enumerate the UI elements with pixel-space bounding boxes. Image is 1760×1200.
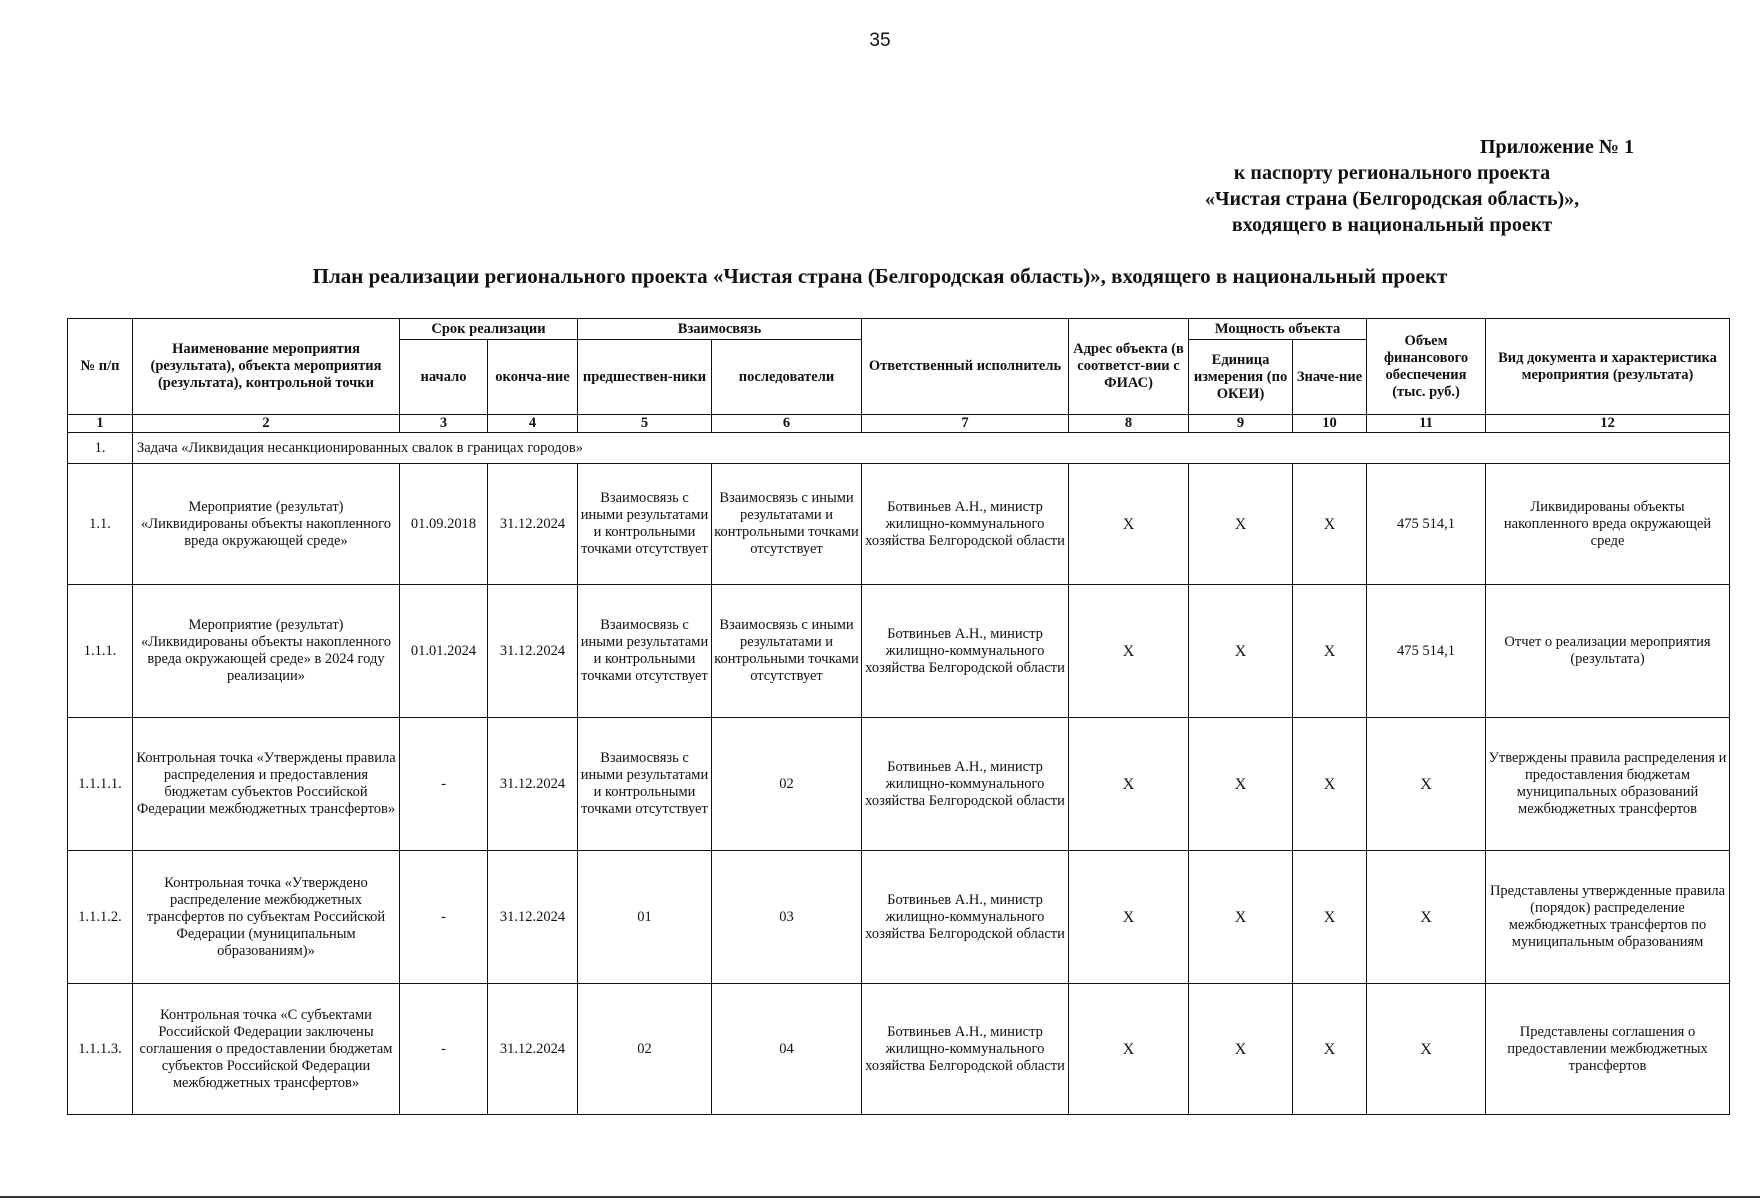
task-row [68,433,1730,464]
row-value: X [1293,984,1367,1115]
row-doc: Представлены утвержденные правила (порядок) распределение межбюджетных трансфертов по муниципальным образованиям [1486,851,1730,984]
row-num: 1.1.1.1. [68,718,133,851]
row-unit: X [1189,718,1293,851]
row-doc: Отчет о реализации мероприятия (результата) [1486,585,1730,718]
row-num: 1.1. [68,464,133,585]
row-doc: Представлены соглашения о предоставлении межбюджетных трансфертов [1486,984,1730,1115]
row-predecessors: 02 [578,984,712,1115]
header-name: Наименование мероприятия (результата), объекта мероприятия (результата), контрольной точки [133,319,400,415]
col-number: 8 [1069,415,1189,433]
row-start: - [400,851,488,984]
row-num: 1.1.1.3. [68,984,133,1115]
row-end: 31.12.2024 [488,585,578,718]
row-value: X [1293,718,1367,851]
row-name: Контрольная точка «Утверждены правила распределения и предоставления бюджетам субъектов Российской Федерации межбюджетных трансфертов» [133,718,400,851]
row-successors: Взаимосвязь с иными результатами и контрольными точками отсутствует [712,464,862,585]
header-value: Значе-ние [1293,340,1367,415]
row-address: X [1069,851,1189,984]
row-finance: X [1367,984,1486,1115]
col-number: 3 [400,415,488,433]
plan-title: План реализации регионального проекта «Чистая страна (Белгородская область)», входящего в национальный проект [312,264,1448,288]
col-number: 12 [1486,415,1730,433]
row-executor: Ботвиньев А.Н., министр жилищно-коммунального хозяйства Белгородской области [862,851,1069,984]
header-unit: Единица измерения (по ОКЕИ) [1189,340,1293,415]
row-successors: 04 [712,984,862,1115]
appendix-line-2: к паспорту регионального проекта [1233,162,1551,184]
row-predecessors: Взаимосвязь с иными результатами и контрольными точками отсутствует [578,464,712,585]
row-doc: Ликвидированы объекты накопленного вреда окружающей среде [1486,464,1730,585]
row-name: Контрольная точка «Утверждено распределение межбюджетных трансфертов по субъектам Российской Федерации (муниципальным образованиям)» [133,851,400,984]
task-num: 1. [68,433,133,464]
row-executor: Ботвиньев А.Н., министр жилищно-коммунального хозяйства Белгородской области [862,718,1069,851]
row-num: 1.1.1. [68,585,133,718]
row-start: - [400,984,488,1115]
header-term-end: оконча-ние [488,340,578,415]
row-address: X [1069,464,1189,585]
task-text: Задача «Ликвидация несанкционированных свалок в границах городов» [133,433,1730,464]
row-executor: Ботвиньев А.Н., министр жилищно-коммунального хозяйства Белгородской области [862,464,1069,585]
col-number: 4 [488,415,578,433]
appendix-line-1: Приложение № 1 [1479,136,1634,158]
row-value: X [1293,585,1367,718]
row-unit: X [1189,464,1293,585]
col-number: 2 [133,415,400,433]
row-predecessors: Взаимосвязь с иными результатами и контрольными точками отсутствует [578,585,712,718]
row-successors: 02 [712,718,862,851]
row-start: 01.09.2018 [400,464,488,585]
row-address: X [1069,718,1189,851]
col-number: 5 [578,415,712,433]
row-unit: X [1189,585,1293,718]
table-header [68,319,1730,415]
footer-divider [0,1196,1760,1198]
row-end: 31.12.2024 [488,984,578,1115]
table-row [68,464,1730,585]
appendix-block [1132,134,1652,238]
row-address: X [1069,585,1189,718]
header-address: Адрес объекта (в соответст-вии с ФИАС) [1069,319,1189,415]
table-row [68,585,1730,718]
header-capacity: Мощность объекта [1189,319,1367,340]
table-row [68,851,1730,984]
row-unit: X [1189,851,1293,984]
row-unit: X [1189,984,1293,1115]
row-name: Мероприятие (результат) «Ликвидированы объекты накопленного вреда окружающей среде» [133,464,400,585]
row-address: X [1069,984,1189,1115]
column-numbers-row [68,415,1730,433]
header-executor: Ответственный исполнитель [862,319,1069,415]
table-row [68,984,1730,1115]
row-num: 1.1.1.2. [68,851,133,984]
header-finance: Объем финансового обеспечения (тыс. руб.) [1367,319,1486,415]
col-number: 7 [862,415,1069,433]
row-successors: Взаимосвязь с иными результатами и контрольными точками отсутствует [712,585,862,718]
row-start: 01.01.2024 [400,585,488,718]
page-number: 35 [869,30,891,51]
header-predecessors: предшествен-ники [578,340,712,415]
row-finance: 475 514,1 [1367,464,1486,585]
header-doc: Вид документа и характеристика мероприятия (результата) [1486,319,1730,415]
row-doc: Утверждены правила распределения и предоставления бюджетам муниципальных образований межбюджетных трансфертов [1486,718,1730,851]
header-term: Срок реализации [400,319,578,340]
row-name: Контрольная точка «С субъектами Российской Федерации заключены соглашения о предоставлении бюджетам субъектов Российской Федерации межбюджетных трансфертов» [133,984,400,1115]
row-value: X [1293,464,1367,585]
col-number: 6 [712,415,862,433]
row-executor: Ботвиньев А.Н., министр жилищно-коммунального хозяйства Белгородской области [862,984,1069,1115]
row-end: 31.12.2024 [488,464,578,585]
row-successors: 03 [712,851,862,984]
table-row [68,718,1730,851]
row-end: 31.12.2024 [488,851,578,984]
row-finance: 475 514,1 [1367,585,1486,718]
row-executor: Ботвиньев А.Н., министр жилищно-коммунального хозяйства Белгородской области [862,585,1069,718]
col-number: 10 [1293,415,1367,433]
header-relation: Взаимосвязь [578,319,862,340]
row-name: Мероприятие (результат) «Ликвидированы объекты накопленного вреда окружающей среде» в 2024 году реализации» [133,585,400,718]
row-finance: X [1367,718,1486,851]
col-number: 9 [1189,415,1293,433]
appendix-line-3: «Чистая страна (Белгородская область)», [1204,188,1580,210]
row-finance: X [1367,851,1486,984]
row-start: - [400,718,488,851]
row-value: X [1293,851,1367,984]
col-number: 1 [68,415,133,433]
row-end: 31.12.2024 [488,718,578,851]
header-term-start: начало [400,340,488,415]
plan-table [67,318,1730,1115]
row-predecessors: 01 [578,851,712,984]
header-num: № п/п [68,319,133,415]
appendix-line-4: входящего в национальный проект [1231,214,1553,236]
col-number: 11 [1367,415,1486,433]
header-successors: последователи [712,340,862,415]
row-predecessors: Взаимосвязь с иными результатами и контрольными точками отсутствует [578,718,712,851]
